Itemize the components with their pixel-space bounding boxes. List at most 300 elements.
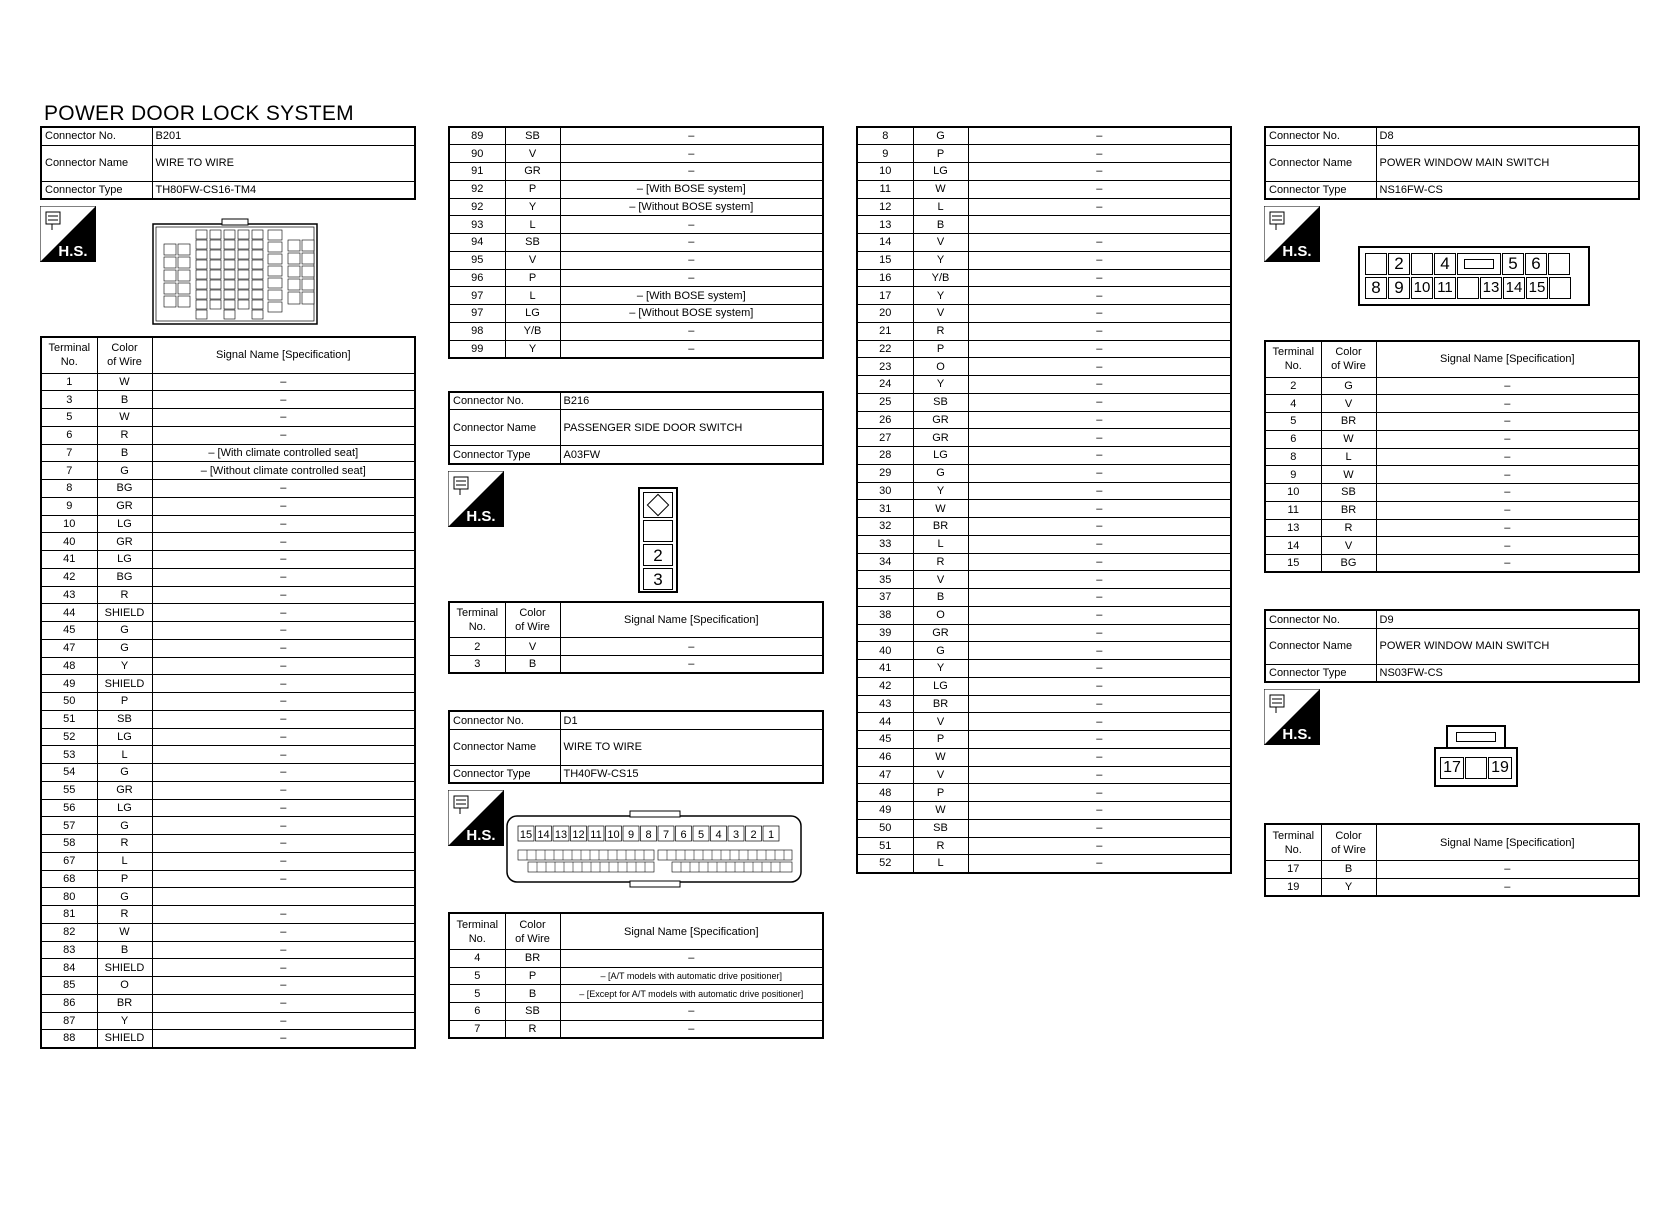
wire-color-cell: V [913, 571, 968, 589]
signal-name-cell: – [968, 660, 1231, 678]
table-row [1265, 377, 1639, 395]
hs-symbol-icon [1264, 206, 1320, 262]
table-row [41, 586, 415, 604]
table-row [41, 835, 415, 853]
signal-name-cell: – [968, 589, 1231, 607]
wire-color-cell: Y [97, 1012, 152, 1030]
table-row [449, 1020, 823, 1038]
table-row [857, 855, 1231, 873]
connector-face-d9 [1434, 725, 1518, 787]
table-row [857, 287, 1231, 305]
wire-color-cell: L [913, 535, 968, 553]
table-row [857, 234, 1231, 252]
signal-name-cell: – [152, 497, 415, 515]
terminal-no-cell: 58 [41, 835, 97, 853]
terminal-no-cell: 34 [857, 553, 913, 571]
pin-label: 9 [1388, 277, 1410, 299]
signal-name-cell: – [968, 269, 1231, 287]
terminal-no-cell: 48 [857, 784, 913, 802]
signal-name-cell: – [968, 464, 1231, 482]
terminal-no-cell: 86 [41, 994, 97, 1012]
signal-name-cell: – [152, 799, 415, 817]
table-row [1265, 860, 1639, 878]
table-row [857, 322, 1231, 340]
connector-diagram-b216 [448, 471, 824, 591]
table-row [1265, 466, 1639, 484]
signal-name-cell: – [968, 500, 1231, 518]
signal-name-cell: – [152, 941, 415, 959]
signal-name-cell: – [152, 426, 415, 444]
terminal-table-d1-a [448, 912, 824, 1039]
terminal-no-cell: 44 [857, 713, 913, 731]
table-row [857, 411, 1231, 429]
wire-color-header: Color of Wire [1321, 824, 1376, 860]
terminal-no-cell: 11 [1265, 501, 1321, 519]
wire-color-cell: LG [97, 799, 152, 817]
signal-name-cell: – [152, 870, 415, 888]
pin-label: 10 [1411, 277, 1433, 299]
wire-color-cell: Y/B [505, 322, 560, 340]
terminal-table-b201-b [448, 126, 824, 359]
terminal-no-cell: 46 [857, 748, 913, 766]
terminal-no-cell: 5 [1265, 413, 1321, 431]
wire-color-cell: Y [1321, 878, 1376, 896]
terminal-table-d1-b [856, 126, 1232, 874]
terminal-no-cell: 52 [41, 728, 97, 746]
signal-name-cell: – [1376, 413, 1639, 431]
table-row [1265, 555, 1639, 573]
signal-name-cell: – [968, 180, 1231, 198]
terminal-no-cell: 51 [41, 710, 97, 728]
wire-color-cell: BR [913, 695, 968, 713]
table-row [41, 462, 415, 480]
connector-type-label: Connector Type [449, 446, 560, 464]
column-d8-d9 [1264, 126, 1640, 897]
terminal-no-cell: 19 [1265, 878, 1321, 896]
signal-name-cell: – [152, 923, 415, 941]
wire-color-cell: W [913, 748, 968, 766]
pin-label: 2 [643, 544, 673, 566]
wire-color-cell: SB [913, 393, 968, 411]
table-row [857, 429, 1231, 447]
terminal-table-b216 [448, 601, 824, 675]
terminal-no-cell: 6 [1265, 430, 1321, 448]
connector-name-value: WIRE TO WIRE [152, 145, 415, 181]
terminal-no-cell: 27 [857, 429, 913, 447]
signal-name-cell: – [152, 835, 415, 853]
table-row [857, 766, 1231, 784]
connector-name-label: Connector Name [449, 729, 560, 765]
wire-color-cell: G [913, 642, 968, 660]
signal-name-cell: – [968, 748, 1231, 766]
table-row [857, 731, 1231, 749]
pin-label: 2 [1388, 253, 1410, 275]
terminal-no-cell: 43 [41, 586, 97, 604]
terminal-no-cell: 50 [857, 819, 913, 837]
wire-color-cell: BR [1321, 413, 1376, 431]
wire-color-cell: G [97, 888, 152, 906]
wire-color-cell: SHIELD [97, 604, 152, 622]
connector-diagram-b201 [40, 206, 416, 326]
pin-label: 2 [750, 829, 757, 842]
signal-name-cell: – [1376, 466, 1639, 484]
wire-color-cell: B [913, 216, 968, 234]
wire-color-cell: Y [913, 660, 968, 678]
signal-name-cell: – [152, 1030, 415, 1048]
pin-label: 7 [662, 829, 670, 842]
connector-no-label: Connector No. [449, 711, 560, 729]
signal-name-cell: – [152, 622, 415, 640]
connector-no-label: Connector No. [1265, 610, 1376, 628]
wire-color-cell: GR [505, 163, 560, 181]
table-row [857, 713, 1231, 731]
table-row [41, 746, 415, 764]
pin-label: 11 [590, 829, 602, 842]
terminal-no-cell: 57 [41, 817, 97, 835]
wire-color-cell: B [97, 444, 152, 462]
table-row [1265, 395, 1639, 413]
terminal-no-header: Terminal No. [449, 602, 505, 638]
signal-name-cell: – [152, 852, 415, 870]
table-row [857, 464, 1231, 482]
terminal-no-cell: 56 [41, 799, 97, 817]
table-row [449, 967, 823, 985]
connector-no-value: B201 [152, 127, 415, 145]
wire-color-cell: V [505, 145, 560, 163]
signal-name-cell: – [968, 429, 1231, 447]
connector-type-label: Connector Type [41, 181, 152, 199]
terminal-no-cell: 68 [41, 870, 97, 888]
terminal-no-cell: 6 [449, 1003, 505, 1021]
d1-top-pin-row [518, 826, 779, 841]
wire-color-cell: GR [913, 624, 968, 642]
signal-name-cell: – [968, 518, 1231, 536]
column-d1-continued [856, 126, 1232, 874]
wire-color-header: Color of Wire [97, 337, 152, 373]
signal-name-cell: – [968, 393, 1231, 411]
table-row [857, 518, 1231, 536]
signal-name-cell: – [152, 994, 415, 1012]
signal-name-cell: – [1376, 860, 1639, 878]
terminal-no-cell: 4 [1265, 395, 1321, 413]
terminal-no-cell: 50 [41, 693, 97, 711]
signal-name-cell: – [152, 373, 415, 391]
signal-name-cell: – [968, 713, 1231, 731]
terminal-no-cell: 49 [41, 675, 97, 693]
connector-face-d8 [1358, 246, 1590, 306]
connector-type-label: Connector Type [449, 765, 560, 783]
signal-name-cell: – [968, 855, 1231, 873]
wire-color-cell: B [1321, 860, 1376, 878]
terminal-no-cell: 29 [857, 464, 913, 482]
terminal-no-cell: 39 [857, 624, 913, 642]
terminal-no-cell: 90 [449, 145, 505, 163]
table-row [857, 624, 1231, 642]
wire-color-cell: BG [97, 568, 152, 586]
signal-name-cell: – [A/T models with automatic drive positioner] [560, 967, 823, 985]
wire-color-cell: BR [505, 949, 560, 967]
signal-name-cell: – [1376, 537, 1639, 555]
wire-color-cell: BR [913, 518, 968, 536]
table-row [857, 269, 1231, 287]
signal-name-cell: – [968, 731, 1231, 749]
connector-info-d1 [448, 710, 824, 784]
signal-name-cell: – [152, 604, 415, 622]
table-row [449, 234, 823, 252]
wire-color-cell: BR [97, 994, 152, 1012]
signal-name-cell: – [968, 695, 1231, 713]
table-row [857, 695, 1231, 713]
terminal-no-cell: 4 [449, 949, 505, 967]
table-row [41, 693, 415, 711]
wire-color-cell: G [97, 622, 152, 640]
terminal-no-cell: 17 [1265, 860, 1321, 878]
terminal-no-cell: 80 [41, 888, 97, 906]
terminal-no-cell: 99 [449, 340, 505, 358]
wire-color-cell: L [913, 855, 968, 873]
terminal-no-cell: 5 [41, 409, 97, 427]
table-row [857, 358, 1231, 376]
pin-label: 19 [1488, 757, 1512, 779]
signal-name-cell: – [560, 163, 823, 181]
wire-color-cell: R [97, 586, 152, 604]
connector-face-d1 [506, 810, 802, 890]
table-row [857, 216, 1231, 234]
signal-name-cell: – [152, 391, 415, 409]
terminal-no-cell: 35 [857, 571, 913, 589]
terminal-no-cell: 14 [857, 234, 913, 252]
connector-no-value: D8 [1376, 127, 1639, 145]
terminal-no-header: Terminal No. [1265, 824, 1321, 860]
wire-color-cell: GR [913, 411, 968, 429]
signal-name-cell: – [560, 269, 823, 287]
pin-label: 5 [697, 829, 705, 842]
signal-name-cell: – [968, 535, 1231, 553]
pin-label: 6 [680, 829, 687, 842]
table-row [857, 748, 1231, 766]
connector-diagram-d1 [448, 790, 824, 902]
table-row [857, 535, 1231, 553]
signal-name-cell: – [968, 606, 1231, 624]
signal-name-header: Signal Name [Specification] [560, 913, 823, 949]
connector-no-value: D9 [1376, 610, 1639, 628]
terminal-no-cell: 30 [857, 482, 913, 500]
wire-color-cell: O [913, 606, 968, 624]
wire-color-cell: W [1321, 430, 1376, 448]
wire-color-cell: LG [97, 551, 152, 569]
signal-name-cell: – [968, 234, 1231, 252]
wire-color-cell: P [97, 693, 152, 711]
table-row [857, 198, 1231, 216]
wire-color-cell: V [1321, 537, 1376, 555]
signal-name-cell: – [152, 959, 415, 977]
signal-name-cell: – [560, 949, 823, 967]
terminal-table-b201-a [40, 336, 416, 1049]
connector-name-label: Connector Name [1265, 628, 1376, 664]
wire-color-cell: V [913, 766, 968, 784]
signal-name-cell: – [152, 1012, 415, 1030]
table-row [41, 994, 415, 1012]
table-row [41, 906, 415, 924]
terminal-no-cell: 7 [41, 444, 97, 462]
wire-color-cell: BG [1321, 555, 1376, 573]
connector-name-value: PASSENGER SIDE DOOR SWITCH [560, 410, 823, 446]
table-row [41, 728, 415, 746]
table-row [1265, 537, 1639, 555]
signal-name-cell: – [968, 163, 1231, 181]
terminal-no-cell: 15 [857, 251, 913, 269]
signal-name-cell: – [Without BOSE system] [560, 305, 823, 323]
signal-name-cell: – [968, 322, 1231, 340]
connector-diagram-d9 [1264, 689, 1640, 813]
wire-color-cell: W [913, 802, 968, 820]
wire-color-cell: R [1321, 519, 1376, 537]
wire-color-cell: Y [97, 657, 152, 675]
terminal-no-cell: 82 [41, 923, 97, 941]
table-row [1265, 413, 1639, 431]
terminal-no-cell: 47 [41, 639, 97, 657]
connector-info-d9 [1264, 609, 1640, 683]
connector-info-d8 [1264, 126, 1640, 200]
signal-name-cell: – [152, 533, 415, 551]
signal-name-header: Signal Name [Specification] [152, 337, 415, 373]
pin-label: 10 [607, 829, 620, 842]
terminal-no-cell: 2 [449, 638, 505, 656]
connector-no-value: B216 [560, 392, 823, 410]
hs-symbol-icon [448, 471, 504, 527]
wire-color-cell: LG [97, 515, 152, 533]
table-row [449, 949, 823, 967]
connector-info-b201 [40, 126, 416, 200]
terminal-no-cell: 54 [41, 764, 97, 782]
signal-name-cell: – [152, 781, 415, 799]
terminal-no-cell: 91 [449, 163, 505, 181]
terminal-no-cell: 3 [41, 391, 97, 409]
signal-name-cell: – [560, 340, 823, 358]
pin-label: 17 [1440, 757, 1464, 779]
wire-color-cell: L [97, 746, 152, 764]
table-row [41, 1030, 415, 1048]
wire-color-cell: L [505, 216, 560, 234]
wire-color-cell: P [505, 269, 560, 287]
signal-name-cell: – [560, 1020, 823, 1038]
pin-label: 3 [643, 568, 673, 590]
wire-color-cell: LG [913, 163, 968, 181]
terminal-no-header: Terminal No. [41, 337, 97, 373]
wire-color-cell: GR [97, 781, 152, 799]
signal-name-cell: – [968, 376, 1231, 394]
connector-no-label: Connector No. [449, 392, 560, 410]
terminal-no-cell: 7 [449, 1020, 505, 1038]
table-row [449, 305, 823, 323]
table-row [857, 393, 1231, 411]
signal-name-cell: – [152, 480, 415, 498]
connector-name-label: Connector Name [41, 145, 152, 181]
pin-label: 11 [1434, 277, 1456, 299]
wire-color-cell: B [97, 941, 152, 959]
terminal-no-cell: 41 [41, 551, 97, 569]
table-row [857, 784, 1231, 802]
terminal-no-cell: 13 [1265, 519, 1321, 537]
signal-name-cell: – [With BOSE system] [560, 287, 823, 305]
table-row [857, 305, 1231, 323]
signal-name-header: Signal Name [Specification] [560, 602, 823, 638]
wire-color-cell: P [913, 731, 968, 749]
terminal-no-cell: 97 [449, 287, 505, 305]
table-row [41, 551, 415, 569]
signal-name-cell: – [1376, 430, 1639, 448]
table-row [857, 127, 1231, 145]
table-row [41, 870, 415, 888]
wire-color-cell: R [913, 837, 968, 855]
table-row [1265, 501, 1639, 519]
table-row [1265, 448, 1639, 466]
terminal-no-cell: 12 [857, 198, 913, 216]
wire-color-cell: P [97, 870, 152, 888]
pin-label: 4 [1434, 253, 1456, 275]
signal-name-cell: – [968, 482, 1231, 500]
wire-color-cell: G [1321, 377, 1376, 395]
table-row [41, 373, 415, 391]
wire-color-cell: SB [97, 710, 152, 728]
pin-label: 14 [1503, 277, 1525, 299]
connector-face-b201 [152, 218, 318, 326]
table-row [857, 447, 1231, 465]
table-row [449, 269, 823, 287]
column-b201-b216-d1 [448, 126, 824, 1039]
table-row [857, 677, 1231, 695]
wire-color-cell: W [913, 180, 968, 198]
connector-name-value: WIRE TO WIRE [560, 729, 823, 765]
signal-name-header: Signal Name [Specification] [1376, 824, 1639, 860]
table-row [41, 1012, 415, 1030]
signal-name-cell: – [1376, 555, 1639, 573]
wire-color-cell: V [1321, 395, 1376, 413]
table-row [41, 391, 415, 409]
table-row [449, 127, 823, 145]
wire-color-cell: L [505, 287, 560, 305]
terminal-no-cell: 42 [41, 568, 97, 586]
wire-color-cell: B [505, 985, 560, 1003]
signal-name-cell: – [1376, 395, 1639, 413]
table-row [449, 985, 823, 1003]
table-row [857, 500, 1231, 518]
terminal-no-cell: 40 [41, 533, 97, 551]
pin-label: 8 [1365, 277, 1387, 299]
wire-color-cell: W [97, 373, 152, 391]
wire-color-cell: L [1321, 448, 1376, 466]
svg-text:H.S.: H.S. [1282, 243, 1312, 260]
table-row [449, 638, 823, 656]
pin-label: 13 [554, 829, 568, 842]
hs-symbol-icon [1264, 689, 1320, 745]
pin-label: 1 [767, 829, 775, 842]
signal-name-cell: – [560, 234, 823, 252]
signal-name-cell: – [968, 198, 1231, 216]
signal-name-header: Signal Name [Specification] [1376, 341, 1639, 377]
signal-name-cell: – [968, 571, 1231, 589]
terminal-no-cell: 97 [449, 305, 505, 323]
signal-name-cell: – [Except for A/T models with automatic drive positioner] [560, 985, 823, 1003]
column-b201-main [40, 126, 416, 1049]
table-row [449, 216, 823, 234]
signal-name-cell: – [968, 447, 1231, 465]
signal-name-cell: – [152, 817, 415, 835]
wire-color-cell: P [505, 180, 560, 198]
terminal-no-cell: 7 [41, 462, 97, 480]
wire-color-cell: G [913, 464, 968, 482]
terminal-no-cell: 87 [41, 1012, 97, 1030]
